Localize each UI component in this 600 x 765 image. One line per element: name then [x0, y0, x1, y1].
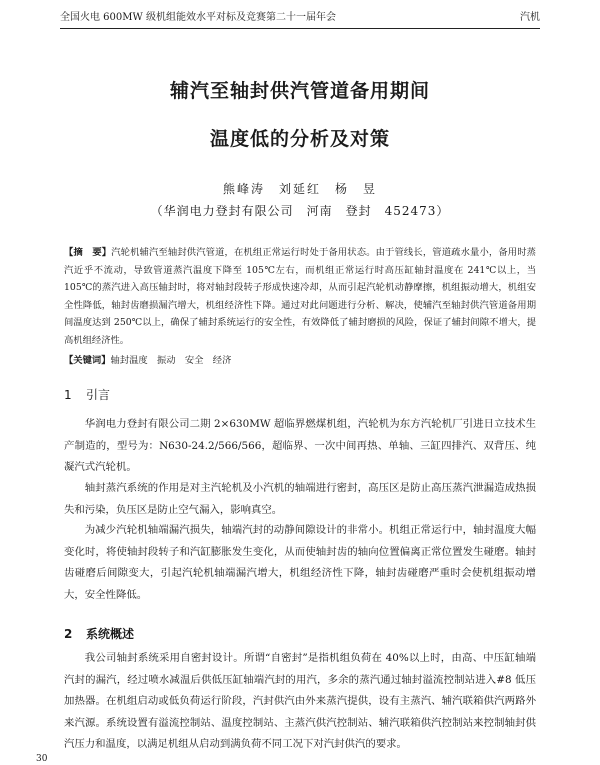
- keywords-label: 【关键词】: [64, 355, 111, 366]
- authors: 熊峰涛 刘延红 杨 昱: [222, 182, 377, 196]
- abstract-label: 【摘 要】: [64, 247, 112, 258]
- keywords: [64, 352, 536, 369]
- section-heading-system-overview: [64, 625, 134, 642]
- paper-title-line-2: 温度低的分析及对策: [209, 128, 390, 150]
- abstract: [64, 244, 536, 350]
- section-heading-introduction: [64, 386, 110, 403]
- running-header: [60, 8, 540, 29]
- header-conference: 全国火电 600MW 级机组能效水平对标及竞赛第二十一届年会: [60, 12, 336, 23]
- paper-title-line-1: 辅汽至轴封供汽管道备用期间: [169, 80, 430, 102]
- keywords-text: 轴封温度 振动 安全 经济: [110, 355, 232, 366]
- section-number: 2: [64, 627, 73, 641]
- body-paragraph: 我公司轴封系统采用自密封设计。所谓“自密封”是指机组负荷在 40%以上时，由高、中压缸轴端汽封的漏汽，经过喷水减温后供低压缸轴端汽封的用汽，多余的蒸汽通过轴封溢流控制站进入#8 低压加热器。在机组启动或低负荷运行阶段，汽封供汽由外来蒸汽提供，设有主蒸汽、辅汽联箱供汽两路外来汽源。系统设置有溢流控制站、温度控制站、主蒸汽供汽控制站、辅汽联箱供汽控制站来控制轴封供汽压力和温度，以满足机组从启动到满负荷不同工况下对汽封供汽的要求。: [64, 652, 536, 750]
- section-number: 1: [64, 388, 72, 402]
- affiliation: （华润电力登封有限公司 河南 登封 452473）: [150, 204, 450, 218]
- page-number: 30: [36, 754, 48, 764]
- body-paragraph: 轴封蒸汽系统的作用是对主汽轮机及小汽机的轴端进行密封，高压区是防止高压蒸汽泄漏造成热损失和污染，负压区是防止空气漏入，影响真空。: [64, 482, 536, 516]
- section-title: 系统概述: [86, 627, 135, 641]
- body-paragraph: 为减少汽轮机轴端漏汽损失，轴端汽封的动静间隙设计的非常小。机组正常运行中，轴封温度大幅变化时，将使轴封段转子和汽缸膨胀发生变化，从而使轴封齿的轴向位置偏离正常位置发生碰磨。轴封齿碰磨后间隙变大，引起汽轮机轴端漏汽增大，机组经济性下降，轴封齿碰磨严重时会使机组振动增大，安全性降低。: [64, 524, 536, 601]
- abstract-text: 汽轮机辅汽至轴封供汽管道，在机组正常运行时处于备用状态。由于管线长，管道疏水量小，备用时蒸汽近乎不流动，导致管道蒸汽温度下降至 105℃左右，而机组正常运行时高压缸轴封温度在 241℃以上，当 105℃的蒸汽进入高压轴封时，将对轴封段转子形成快速冷却，从而引起汽轮机动静摩擦，机组振动增大，机组安全性降低，轴封齿磨损漏汽增大，机组经济性下降。通过对此问题进行分析、解决，使辅汽至轴封供汽管道备用期间温度达到 250℃以上，确保了辅封系统运行的安全性，有效降低了辅封磨损的风险，保证了辅封间隙不增大，提高机组经济性。: [64, 247, 536, 346]
- body-paragraph: 华润电力登封有限公司二期 2×630MW 超临界燃煤机组，汽轮机为东方汽轮机厂引进日立技术生产制造的，型号为：N630-24.2/566/566，超临界、一次中间再热、单轴、三缸四排汽、双背压、纯凝汽式汽轮机。: [64, 418, 536, 473]
- header-category: 汽机: [520, 12, 540, 23]
- section-title: 引言: [86, 388, 111, 402]
